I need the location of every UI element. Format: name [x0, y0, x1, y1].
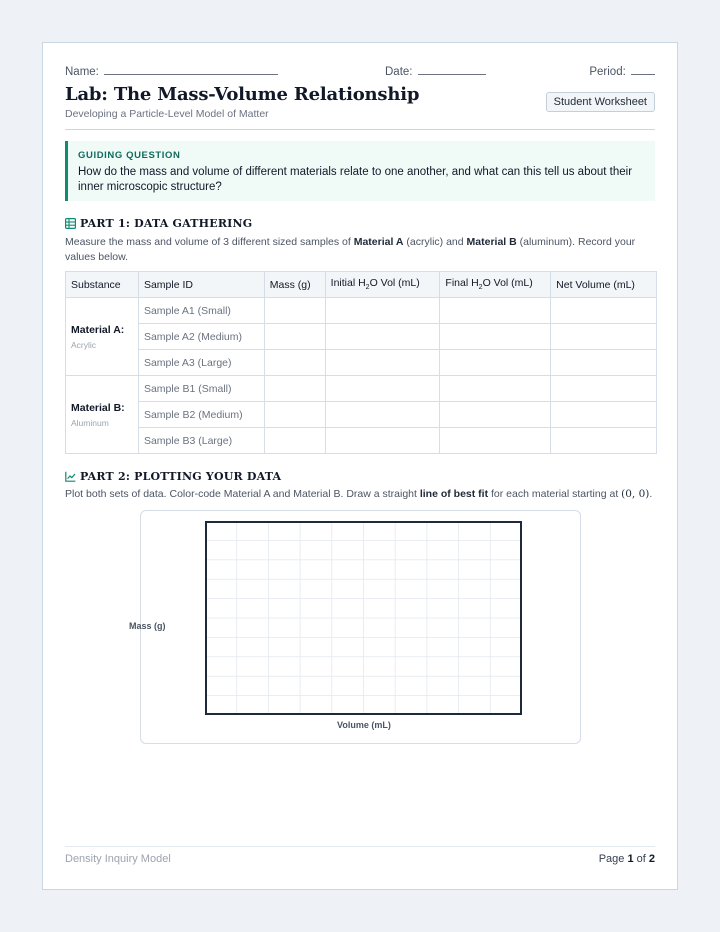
- mass-input-cell[interactable]: [264, 350, 325, 376]
- guiding-question-label: GUIDING QUESTION: [78, 150, 181, 161]
- initial-volume-input-cell[interactable]: [325, 350, 440, 376]
- material-a-name: Material A:: [71, 323, 125, 336]
- initial-volume-input-cell[interactable]: [325, 428, 440, 454]
- final-volume-input-cell[interactable]: [440, 428, 551, 454]
- mass-input-cell[interactable]: [264, 402, 325, 428]
- material-b-type: Aluminum: [71, 417, 109, 428]
- period-blank[interactable]: [631, 65, 655, 75]
- part1-heading: [65, 217, 252, 230]
- table-row: [66, 324, 657, 350]
- net-volume-input-cell[interactable]: [551, 376, 657, 402]
- mass-input-cell[interactable]: [264, 298, 325, 324]
- footer-title: Density Inquiry Model: [65, 853, 171, 865]
- header-divider: [65, 129, 655, 130]
- footer-divider: [65, 846, 655, 847]
- net-volume-input-cell[interactable]: [551, 402, 657, 428]
- part2-desc-mid: for each material starting at: [488, 488, 622, 500]
- initial-volume-input-cell[interactable]: [325, 324, 440, 350]
- date-field[interactable]: [385, 65, 486, 78]
- sample-id-cell: Sample A1 (Small): [138, 298, 264, 324]
- final-volume-input-cell[interactable]: [440, 324, 551, 350]
- y-axis-label: Mass (g): [129, 621, 166, 631]
- initial-volume-input-cell[interactable]: [325, 402, 440, 428]
- mass-input-cell[interactable]: [264, 376, 325, 402]
- part1-instructions: [65, 235, 655, 265]
- line-of-best-fit-term: line of best fit: [419, 488, 489, 500]
- part2-heading: [65, 470, 281, 483]
- material-b-name: Material B:: [71, 401, 125, 414]
- col-substance: Substance: [66, 272, 139, 298]
- net-volume-input-cell[interactable]: [551, 324, 657, 350]
- material-a-cell: [66, 298, 139, 376]
- line-chart-icon: [65, 471, 76, 482]
- graph-grid[interactable]: [205, 521, 522, 715]
- final-volume-input-cell[interactable]: [440, 402, 551, 428]
- col-net-volume: Net Volume (mL): [551, 272, 657, 298]
- part1-desc-mid: (acrylic) and: [403, 236, 467, 248]
- initial-volume-input-cell[interactable]: [325, 376, 440, 402]
- date-blank[interactable]: [418, 65, 486, 75]
- table-row: [66, 298, 657, 324]
- guiding-question-box: [65, 141, 655, 201]
- part2-instructions: [65, 487, 655, 502]
- table-row: [66, 350, 657, 376]
- net-volume-input-cell[interactable]: [551, 350, 657, 376]
- part2-desc-end: .: [649, 488, 653, 500]
- net-volume-input-cell[interactable]: [551, 428, 657, 454]
- x-axis-label: Volume (mL): [337, 720, 391, 730]
- guiding-question-text: How do the mass and volume of different materials relate to one another, and what can this tell us about their inner microscopic structure?: [78, 166, 633, 193]
- date-label: Date:: [385, 66, 413, 78]
- worksheet-page: [42, 42, 678, 890]
- part1-desc-end: (aluminum). Record your values below.: [65, 236, 636, 263]
- table-icon: [65, 218, 76, 229]
- name-label: Name:: [65, 66, 99, 78]
- table-row: [66, 428, 657, 454]
- final-volume-input-cell[interactable]: [440, 298, 551, 324]
- col-final-volume: Final $H_2O$ Vol (mL): [440, 272, 551, 298]
- name-field[interactable]: [65, 65, 278, 78]
- mass-input-cell[interactable]: [264, 428, 325, 454]
- mass-input-cell[interactable]: [264, 324, 325, 350]
- origin-notation: (0, 0): [621, 488, 650, 500]
- material-b-cell: [66, 376, 139, 454]
- col-initial-volume: Initial $H_2O$ Vol (mL): [325, 272, 440, 298]
- part1-desc-text: Measure the mass and volume of 3 different sized samples of: [65, 236, 354, 248]
- part2-title: PART 2: PLOTTING YOUR DATA: [80, 470, 282, 483]
- page-title: Lab: The Mass-Volume Relationship: [65, 84, 420, 105]
- table-header-row: [66, 272, 657, 298]
- sample-id-cell: Sample B2 (Medium): [138, 402, 264, 428]
- table-row: [66, 376, 657, 402]
- page-subtitle: Developing a Particle-Level Model of Matter: [65, 108, 269, 120]
- final-volume-input-cell[interactable]: [440, 350, 551, 376]
- sample-id-cell: Sample B1 (Small): [138, 376, 264, 402]
- material-a-type: Acrylic: [71, 339, 97, 350]
- table-row: [66, 402, 657, 428]
- part1-title: PART 1: DATA GATHERING: [80, 217, 253, 230]
- sample-id-cell: Sample B3 (Large): [138, 428, 264, 454]
- material-a-ref: Material A: [353, 236, 404, 248]
- student-info-row: [65, 65, 655, 81]
- period-field[interactable]: [589, 65, 655, 78]
- page-number: Page 1 of 2: [598, 853, 655, 865]
- initial-volume-input-cell[interactable]: [325, 298, 440, 324]
- data-table: [65, 271, 657, 454]
- material-b-ref: Material B: [466, 236, 517, 248]
- col-sample-id: Sample ID: [138, 272, 264, 298]
- final-volume-input-cell[interactable]: [440, 376, 551, 402]
- sample-id-cell: Sample A3 (Large): [138, 350, 264, 376]
- sample-id-cell: Sample A2 (Medium): [138, 324, 264, 350]
- name-blank[interactable]: [104, 65, 278, 75]
- worksheet-badge: Student Worksheet: [546, 92, 655, 112]
- net-volume-input-cell[interactable]: [551, 298, 657, 324]
- period-label: Period:: [589, 66, 626, 78]
- part2-desc-text: Plot both sets of data. Color-code Material A and Material B. Draw a straight: [65, 488, 420, 500]
- col-mass: Mass (g): [264, 272, 325, 298]
